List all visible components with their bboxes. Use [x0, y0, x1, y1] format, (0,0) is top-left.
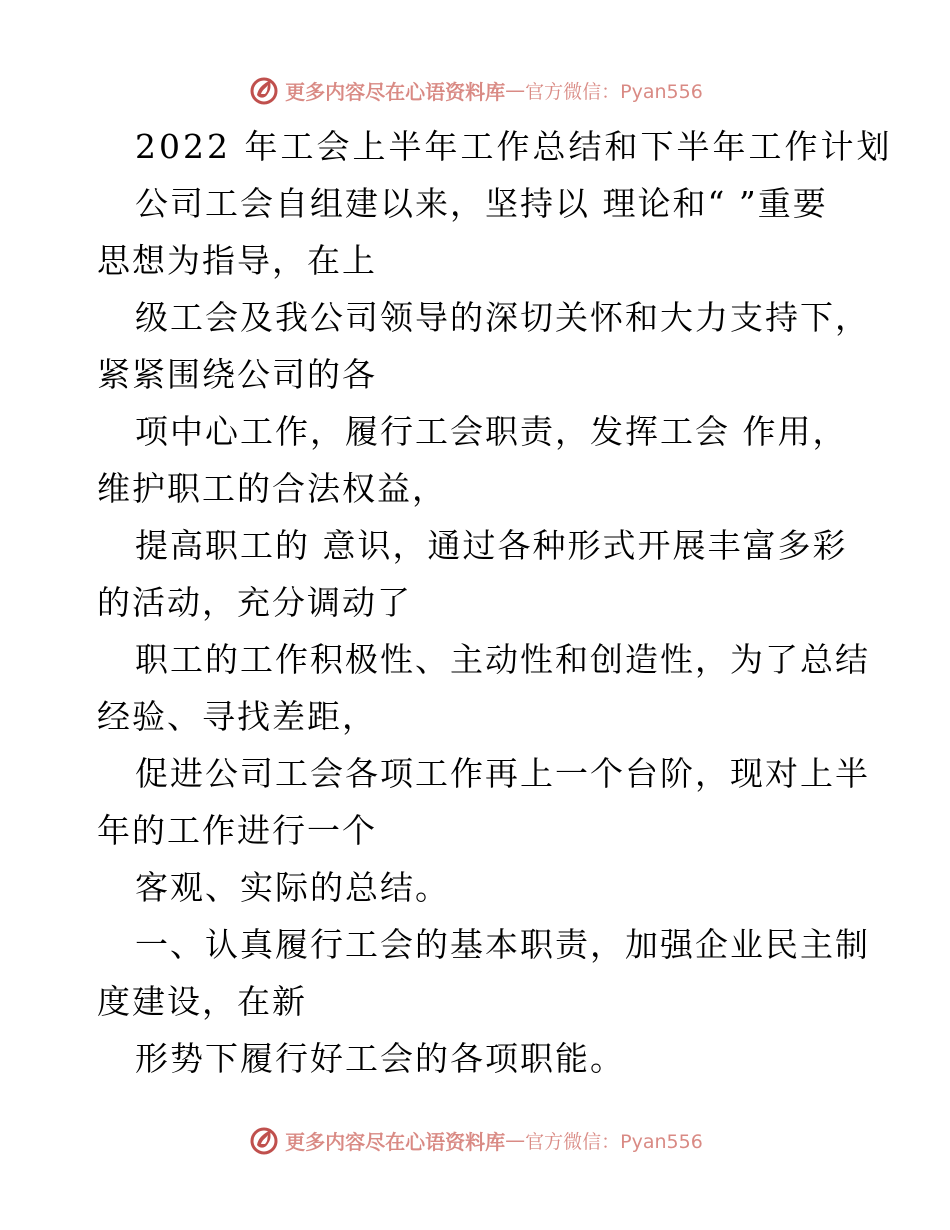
body-line: 形势下履行好工会的各项职能。	[135, 1039, 625, 1078]
body-line: 提高职工的 意识，通过各种形式开展丰富多彩	[135, 526, 848, 565]
banner-wechat-text: 官方微信：Pyan556	[525, 1130, 703, 1153]
body-line: 维护职工的合法权益，	[97, 469, 447, 508]
flame-circle-icon	[247, 73, 281, 107]
body-line: 紧紧围绕公司的各	[97, 355, 377, 394]
body-line: 公司工会自组建以来，坚持以 理论和“ ”重要	[135, 184, 828, 223]
body-line: 职工的工作积极性、主动性和创造性，为了总结	[135, 640, 870, 679]
banner-wechat-text: 官方微信：Pyan556	[525, 80, 703, 103]
footer-banner	[0, 1120, 950, 1160]
body-line: 促进公司工会各项工作再上一个台阶，现对上半	[135, 754, 870, 793]
body-line: 级工会及我公司领导的深切关怀和大力支持下，	[135, 298, 870, 337]
section-heading: 一、认真履行工会的基本职责，加强企业民主制	[135, 925, 870, 964]
flame-circle-icon	[247, 1123, 281, 1157]
banner-main-text: 更多内容尽在心语资料库	[285, 79, 506, 104]
body-line: 思想为指导，在上	[97, 241, 377, 280]
document-body	[97, 118, 893, 1087]
body-line: 年的工作进行一个	[97, 811, 377, 850]
body-line: 度建设，在新	[97, 982, 307, 1021]
body-line: 经验、寻找差距，	[97, 697, 377, 736]
header-banner	[0, 70, 950, 110]
banner-dash: —	[505, 1128, 526, 1152]
body-line: 项中心工作，履行工会职责，发挥工会 作用，	[135, 412, 848, 451]
document-title: 2022 年工会上半年工作总结和下半年工作计划	[135, 127, 893, 166]
body-line: 的活动，充分调动了	[97, 583, 412, 622]
banner-main-text: 更多内容尽在心语资料库	[285, 1129, 506, 1154]
body-line: 客观、实际的总结。	[135, 868, 450, 907]
banner-dash: —	[505, 78, 526, 102]
